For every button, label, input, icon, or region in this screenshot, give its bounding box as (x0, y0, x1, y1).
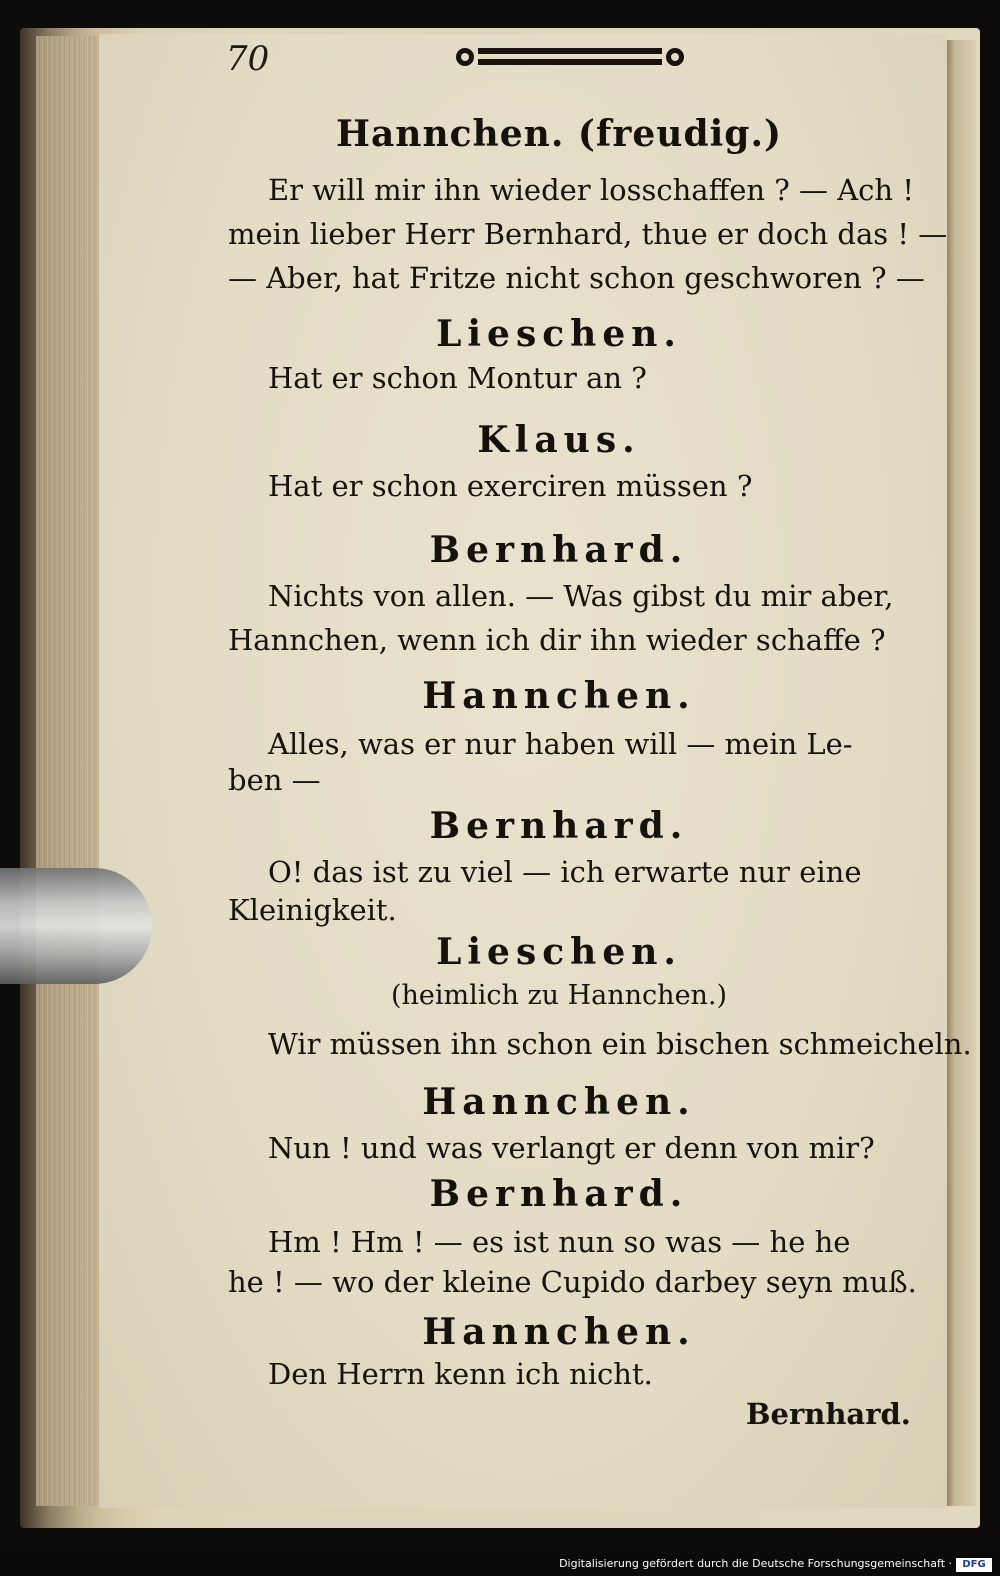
speaker-heading: Bernhard. (429, 805, 689, 847)
stage-direction: (heimlich zu Hannchen.) (390, 980, 728, 1011)
facing-page-edge (946, 40, 976, 1506)
page-edges (36, 36, 98, 1506)
dialogue-line: Den Herrn kenn ich nicht. (268, 1357, 653, 1391)
dfg-logo: DFG (956, 1558, 992, 1572)
speaker-heading: Hannchen. (freudig.) (335, 113, 783, 155)
dialogue-line: O! das ist zu viel — ich erwarte nur eine (268, 855, 862, 889)
footer-bar (0, 1554, 1000, 1576)
dialogue-line: Hannchen, wenn ich dir ihn wieder schaffe ? (228, 623, 886, 657)
speaker-heading: Klaus. (477, 419, 641, 461)
page-clip (0, 868, 152, 984)
speaker-heading: Bernhard. (429, 529, 689, 571)
dialogue-line: Hat er schon Montur an ? (268, 361, 647, 395)
dialogue-line: Hm ! Hm ! — es ist nun so was — he he (268, 1225, 851, 1259)
header-ornament-icon (452, 44, 688, 70)
dialogue-line: Kleinigkeit. (228, 893, 397, 927)
dialogue-line: mein lieber Herr Bernhard, thue er doch das ! — (228, 217, 948, 251)
speaker-heading: Lieschen. (436, 313, 682, 355)
catchword: Bernhard. (746, 1397, 911, 1431)
dialogue-line: — Aber, hat Fritze nicht schon geschworen ? — (228, 261, 925, 295)
speaker-heading: Bernhard. (429, 1173, 689, 1215)
dialogue-line: Wir müssen ihn schon ein bischen schmeicheln. (268, 1027, 972, 1061)
dialogue-line: he ! — wo der kleine Cupido darbey seyn muß. (228, 1265, 917, 1299)
dialogue-line: Hat er schon exerciren müssen ? (268, 469, 753, 503)
dialogue-line: ben — (228, 763, 321, 797)
speaker-heading: Lieschen. (436, 931, 682, 973)
dialogue-line: Nun ! und was verlangt er denn von mir? (268, 1131, 875, 1165)
speaker-heading: Hannchen. (422, 1311, 696, 1353)
dialogue-line: Nichts von allen. — Was gibst du mir aber, (268, 579, 894, 613)
footer-credit: Digitalisierung gefördert durch die Deutsche Forschungsgemeinschaft · (559, 1557, 952, 1570)
dialogue-line: Alles, was er nur haben will — mein Le- (268, 727, 853, 761)
page-number: 70 (226, 39, 270, 79)
speaker-heading: Hannchen. (422, 1081, 696, 1123)
dialogue-line: Er will mir ihn wieder losschaffen ? — Ach ! (268, 173, 914, 207)
speaker-heading: Hannchen. (422, 675, 696, 717)
